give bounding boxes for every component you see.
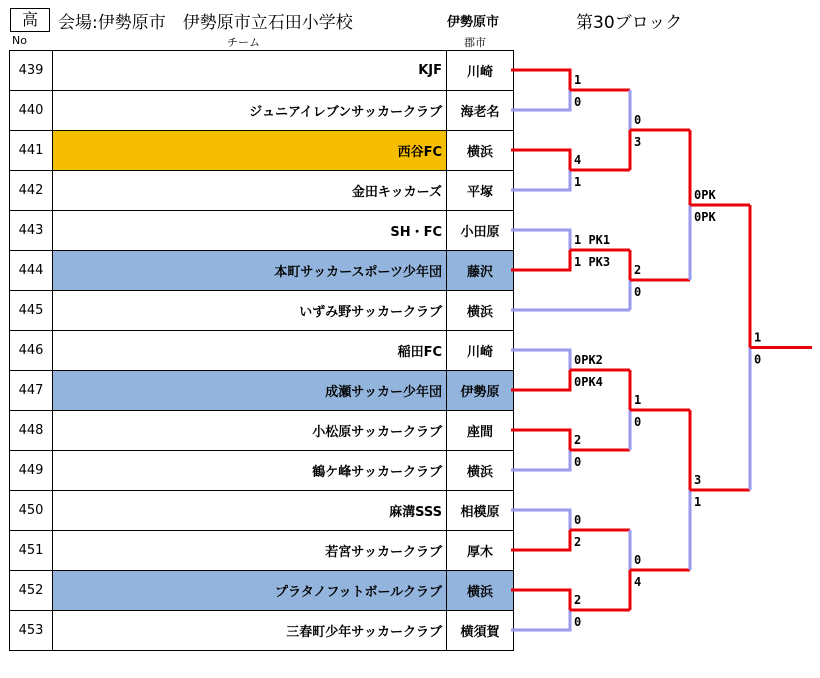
team-city: 海老名 xyxy=(447,91,514,131)
team-city: 横浜 xyxy=(447,291,514,331)
team-city: 川崎 xyxy=(447,331,514,371)
team-city: 横浜 xyxy=(447,131,514,171)
team-name: KJF xyxy=(53,51,447,91)
match-score: 1 xyxy=(574,73,582,87)
team-city: 平塚 xyxy=(447,171,514,211)
team-name: 若宮サッカークラブ xyxy=(53,531,447,571)
bracket-line xyxy=(511,90,570,110)
bracket-line xyxy=(511,430,570,450)
team-name: 小松原サッカークラブ xyxy=(53,411,447,451)
category-badge: 高 xyxy=(10,8,50,32)
match-score: 0PK2 xyxy=(574,353,603,367)
bracket-line xyxy=(511,170,570,190)
match-score: 0PK4 xyxy=(574,375,603,389)
team-name: プラタノフットボールクラブ xyxy=(53,571,447,611)
team-number: 443 xyxy=(10,211,53,251)
team-name: 稲田FC xyxy=(53,331,447,371)
bracket-line xyxy=(511,450,570,470)
match-score: 2 xyxy=(574,535,582,549)
team-name: 金田キッカーズ xyxy=(53,171,447,211)
team-number: 444 xyxy=(10,251,53,291)
bracket-line xyxy=(511,530,570,550)
team-name: 麻溝SSS xyxy=(53,491,447,531)
match-score: 0 xyxy=(634,415,642,429)
match-score: 0 xyxy=(634,113,642,127)
bracket-line xyxy=(511,150,570,170)
match-score: 0 xyxy=(634,285,642,299)
match-score: 0 xyxy=(634,553,642,567)
match-score: 0 xyxy=(574,95,582,109)
match-score: 2 xyxy=(634,263,642,277)
team-number: 439 xyxy=(10,51,53,91)
col-header-team: チーム xyxy=(227,36,260,49)
match-score: 1 PK3 xyxy=(574,255,611,269)
team-city: 相模原 xyxy=(447,491,514,531)
team-name: ジュニアイレブンサッカークラブ xyxy=(53,91,447,131)
team-number: 445 xyxy=(10,291,53,331)
match-score: 1 PK1 xyxy=(574,233,611,247)
team-number: 447 xyxy=(10,371,53,411)
match-score: 2 xyxy=(574,593,582,607)
team-name: 鶴ケ峰サッカークラブ xyxy=(53,451,447,491)
team-name: 三春町少年サッカークラブ xyxy=(53,611,447,651)
team-city: 藤沢 xyxy=(447,251,514,291)
team-name: SH・FC xyxy=(53,211,447,251)
match-score: 3 xyxy=(694,473,702,487)
team-number: 448 xyxy=(10,411,53,451)
team-number: 451 xyxy=(10,531,53,571)
team-city: 川崎 xyxy=(447,51,514,91)
team-name: 本町サッカースポーツ少年団 xyxy=(53,251,447,291)
bracket-line xyxy=(511,350,570,370)
team-city: 横須賀 xyxy=(447,611,514,651)
team-number: 441 xyxy=(10,131,53,171)
bracket-line xyxy=(511,70,570,90)
match-score: 0PK xyxy=(694,210,716,224)
match-score: 1 xyxy=(634,393,642,407)
team-name: いずみ野サッカークラブ xyxy=(53,291,447,331)
match-score: 0PK xyxy=(694,188,716,202)
match-score: 0 xyxy=(574,455,582,469)
match-score: 0 xyxy=(574,615,582,629)
team-number: 446 xyxy=(10,331,53,371)
team-city: 小田原 xyxy=(447,211,514,251)
match-score: 1 xyxy=(754,330,762,345)
team-city: 厚木 xyxy=(447,531,514,571)
bracket-line xyxy=(511,610,570,630)
team-city: 横浜 xyxy=(447,451,514,491)
team-city: 座間 xyxy=(447,411,514,451)
match-score: 3 xyxy=(634,135,642,149)
col-header-city: 郡市 xyxy=(464,36,486,49)
venue-title: 会場:伊勢原市 伊勢原市立石田小学校 xyxy=(58,13,353,33)
team-number: 442 xyxy=(10,171,53,211)
block-title: 第30ブロック xyxy=(576,13,683,33)
team-number: 450 xyxy=(10,491,53,531)
match-score: 1 xyxy=(694,495,702,509)
team-city: 伊勢原 xyxy=(447,371,514,411)
match-score: 2 xyxy=(574,433,582,447)
bracket-line xyxy=(511,230,570,250)
team-city: 横浜 xyxy=(447,571,514,611)
team-number: 449 xyxy=(10,451,53,491)
team-name: 成瀬サッカー少年団 xyxy=(53,371,447,411)
match-score: 0 xyxy=(754,352,762,367)
match-score: 1 xyxy=(574,175,582,189)
team-name: 西谷FC xyxy=(53,131,447,171)
team-number: 440 xyxy=(10,91,53,131)
bracket-line xyxy=(511,250,570,270)
host-city: 伊勢原市 xyxy=(447,15,500,30)
bracket-line xyxy=(511,590,570,610)
team-number: 453 xyxy=(10,611,53,651)
col-header-no: No xyxy=(12,34,27,47)
bracket-line xyxy=(511,370,570,390)
match-score: 4 xyxy=(634,575,642,589)
bracket-line xyxy=(511,510,570,530)
team-number: 452 xyxy=(10,571,53,611)
match-score: 0 xyxy=(574,513,582,527)
match-score: 4 xyxy=(574,153,582,167)
